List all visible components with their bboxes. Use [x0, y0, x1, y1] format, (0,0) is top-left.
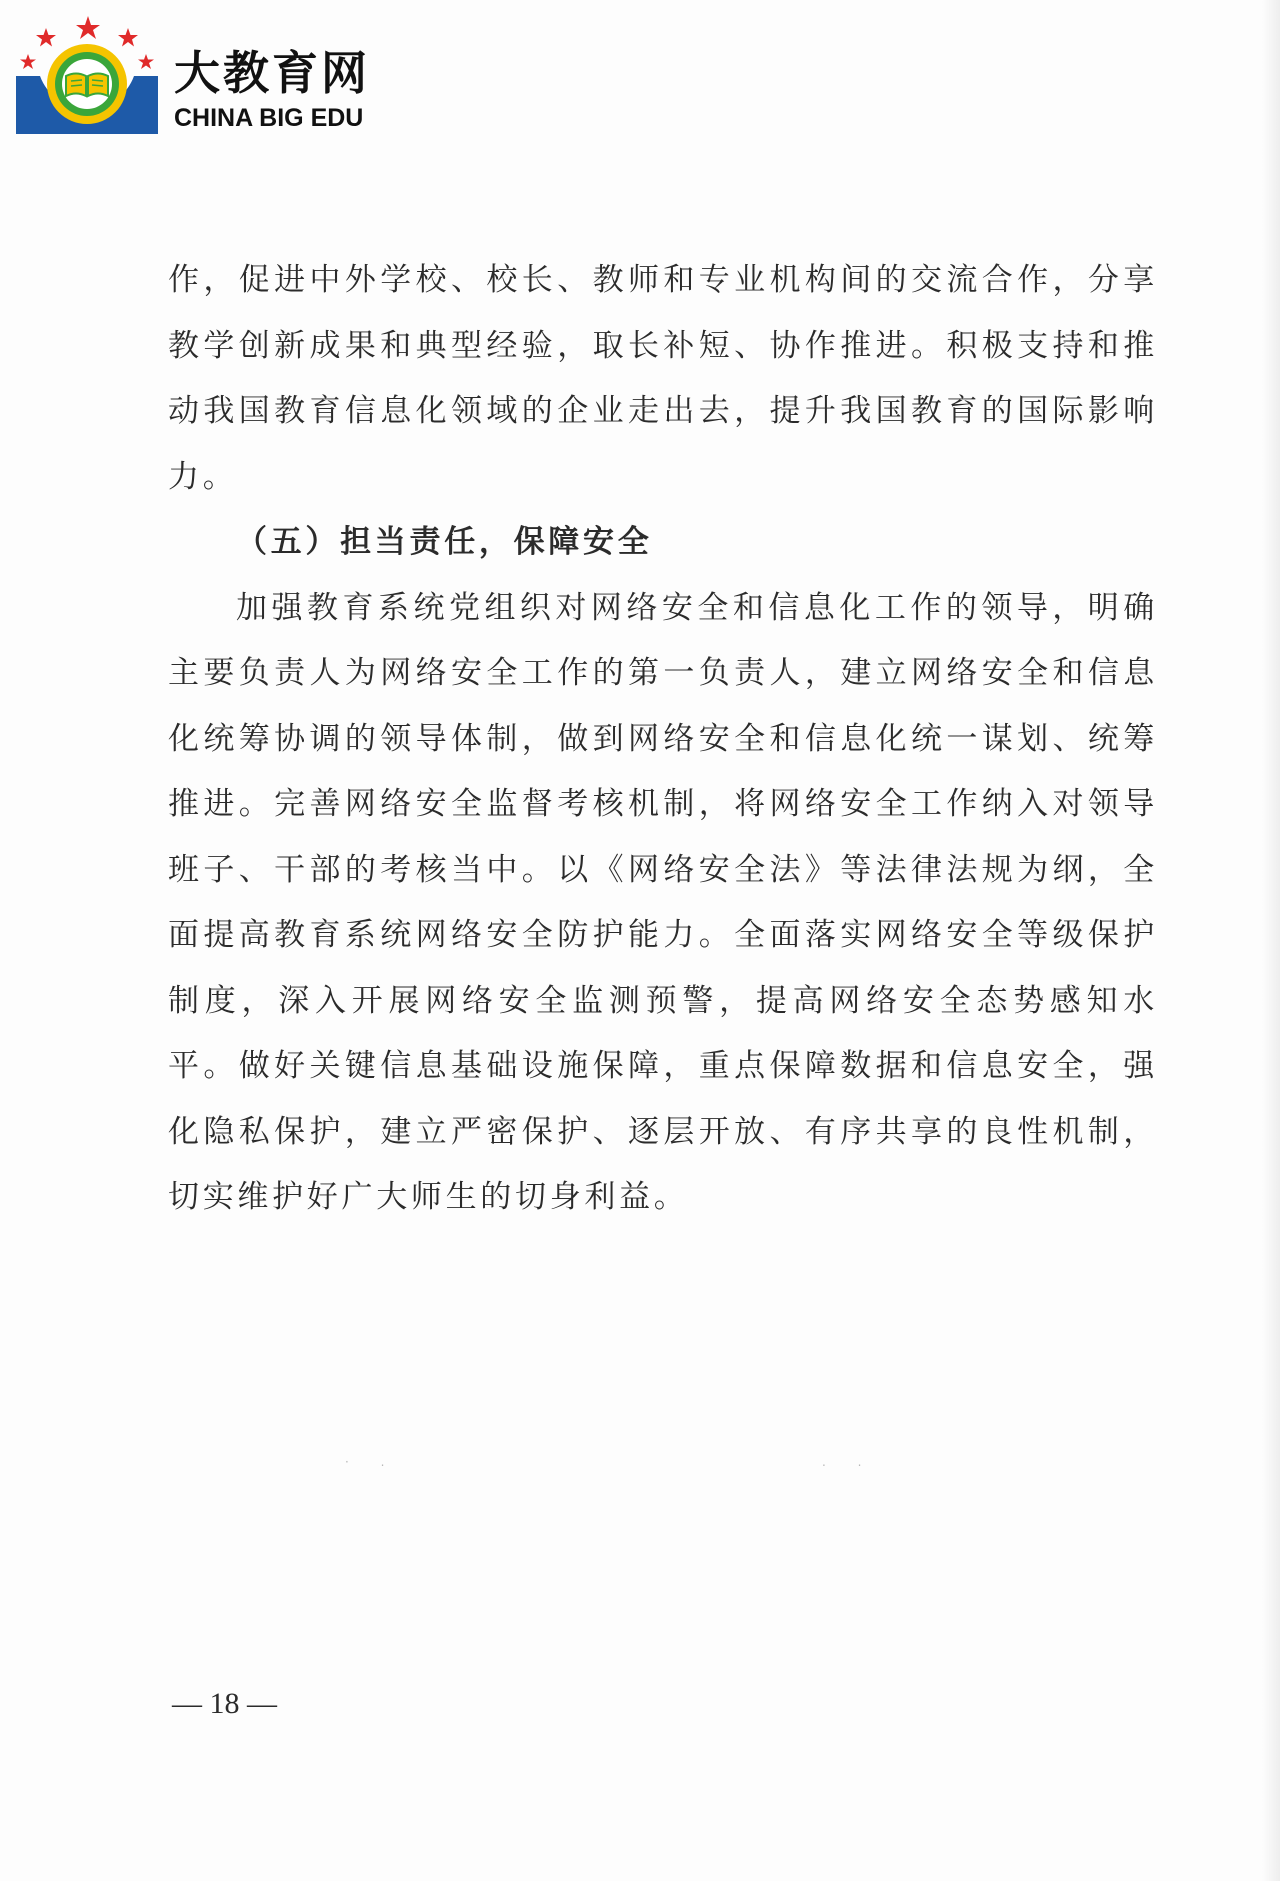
section-heading: （五）担当责任，保障安全 — [236, 524, 653, 560]
document-body — [168, 248, 1158, 1231]
book-globe-emblem-icon — [16, 14, 158, 134]
page-edge-shadow — [1262, 0, 1280, 1881]
logo-name: 大教育网 — [174, 46, 370, 100]
scan-speck: . . — [822, 1455, 876, 1469]
body-paragraph: 作，促进中外学校、校长、教师和专业机构间的交流合作，分享教学创新成果和典型经验，取长补短、协作推进。积极支持和推动我国教育信息化领域的企业走出去，提升我国教育的国际影响力。 — [168, 262, 1158, 495]
body-paragraph: 加强教育系统党组织对网络安全和信息化工作的领导，明确主要负责人为网络安全工作的第一负责人，建立网络安全和信息化统筹协调的领导体制，做到网络安全和信息化统一谋划、统筹推进。完善网络安全监督考核机制，将网络安全工作纳入对领导班子、干部的考核当中。以《网络安全法》等法律法规为纲，全面提高教育系统网络安全防护能力。全面落实网络安全等级保护制度，深入开展网络安全监测预警，提高网络安全态势感知水平。做好关键信息基础设施保障，重点保障数据和信息安全，强化隐私保护，建立严密保护、逐层开放、有序共享的良性机制，切实维护好广大师生的切身利益。 — [168, 589, 1158, 1215]
logo-subtitle: CHINA BIG EDU — [174, 104, 364, 132]
site-logo[interactable] — [16, 14, 388, 134]
scan-speck: · . — [345, 1455, 399, 1469]
page-number: — 18 — — [172, 1687, 277, 1720]
